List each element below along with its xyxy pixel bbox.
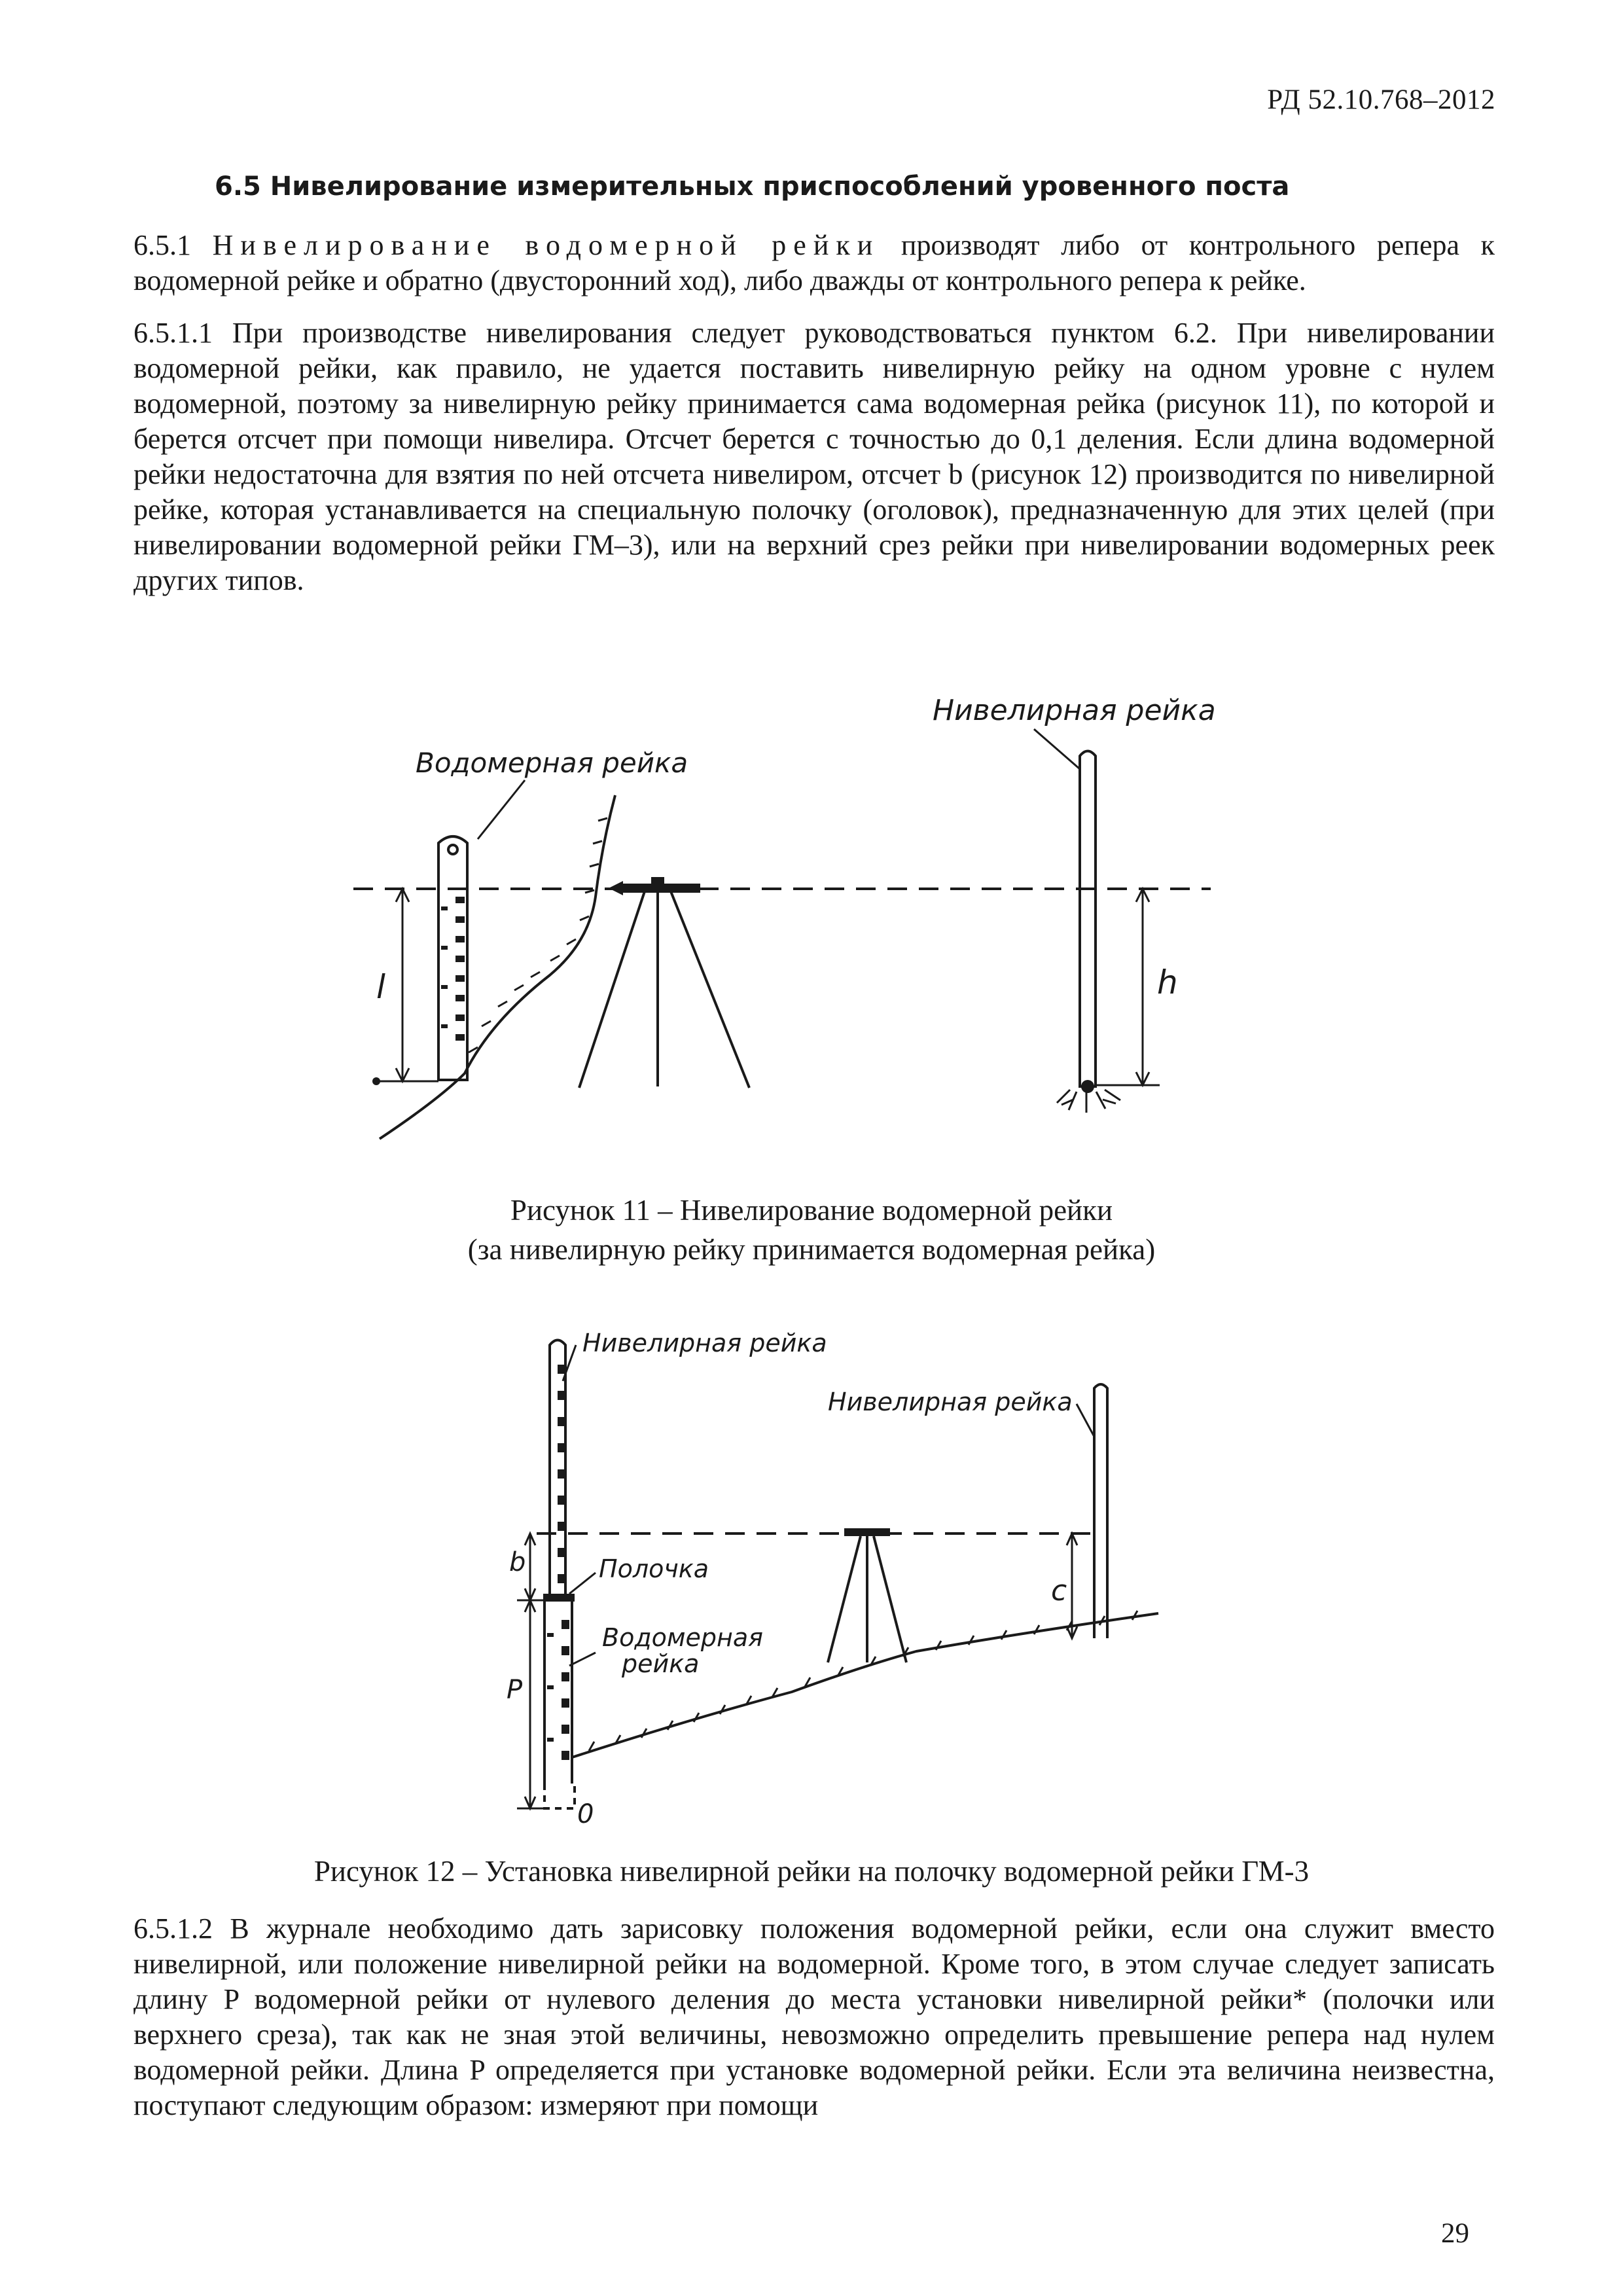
label-level-staff: Нивелирная рейка [933, 694, 1216, 727]
label-water-staff: Водомерная рейка [416, 747, 688, 779]
section-title: 6.5 Нивелирование измерительных приспособлений уровенного поста [215, 171, 1290, 202]
paragraph-6-5-1-2: 6.5.1.2 В журнале необходимо дать зарисовку положения водомерной рейки, если она служит вместо нивелирной, или положение нивелирной рейки на водомерной. Кроме того, в этом случае следует записать длину P водомерной рейки от нулевого деления до места установки нивелирной рейки* (полочки или верхнего среза), так как не зная этой величины, невозможно определить превышение репера над нулем водомерной рейки. Длина P определяется при установке водомерной рейки. Если эта величина неизвестна, поступают следующим образом: измеряют при помощи [134, 1912, 1495, 2121]
paragraph-6-5-1-1: 6.5.1.1 При производстве нивелирования следует руководствоваться пунктом 6.2. При нивелировании водомерной рейки, как правило, не удается поставить нивелирную рейку на одном уровне с нулем водомерной, поэтому за нивелирную рейку принимается сама водомерная рейка (рисунок 11), по которой и берется отсчет при помощи нивелира. Отсчет берется с точностью до 0,1 деления. Если длина водомерной рейки недостаточна для взятия по ней отсчета нивелиром, отсчет b (рисунок 12) производится по нивелирной рейке, которая устанавливается на специальную полочку (оголовок), предназначенную для этих целей (при нивелировании водомерной рейки ГМ–3), или на верхний срез рейки при нивелировании водомерных реек других типов. [134, 317, 1495, 596]
figure-11-caption-line1: Рисунок 11 – Нивелирование водомерной рейки [510, 1194, 1113, 1227]
label-level-staff-right: Нивелирная рейка [828, 1388, 1073, 1416]
figure-11 [340, 681, 1283, 1152]
label-b: b [509, 1547, 526, 1577]
label-water-staff-2: рейка [622, 1649, 700, 1678]
paragraph-number: 6.5.1 [134, 229, 213, 261]
label-level-staff-left: Нивелирная рейка [582, 1329, 827, 1357]
label-shelf: Полочка [599, 1554, 709, 1583]
paragraph-text: производят либо от контрольного репера к водомерной рейке и обратно (двусторонний ход), либо дважды от контрольного репера к рейке. [134, 229, 1495, 296]
figure-12-caption: Рисунок 12 – Установка нивелирной рейки на полочку водомерной рейки ГМ-3 [313, 1855, 1310, 1888]
label-p: P [507, 1675, 523, 1705]
label-c: c [1051, 1574, 1067, 1607]
label-l: l [376, 968, 385, 1006]
label-water-staff-1: Водомерная [602, 1623, 763, 1652]
document-code: РД 52.10.768–2012 [1267, 84, 1495, 115]
label-zero: 0 [577, 1799, 594, 1829]
label-h: h [1157, 963, 1178, 1001]
figure-12 [497, 1325, 1185, 1836]
figure-11-caption-line2: (за нивелирную рейку принимается водомерная рейка) [467, 1233, 1156, 1266]
paragraph-6-5-1 [134, 228, 1495, 298]
page-number: 29 [1441, 2218, 1469, 2249]
spaced-term: Нивелирование водомерной рейки [212, 229, 880, 261]
